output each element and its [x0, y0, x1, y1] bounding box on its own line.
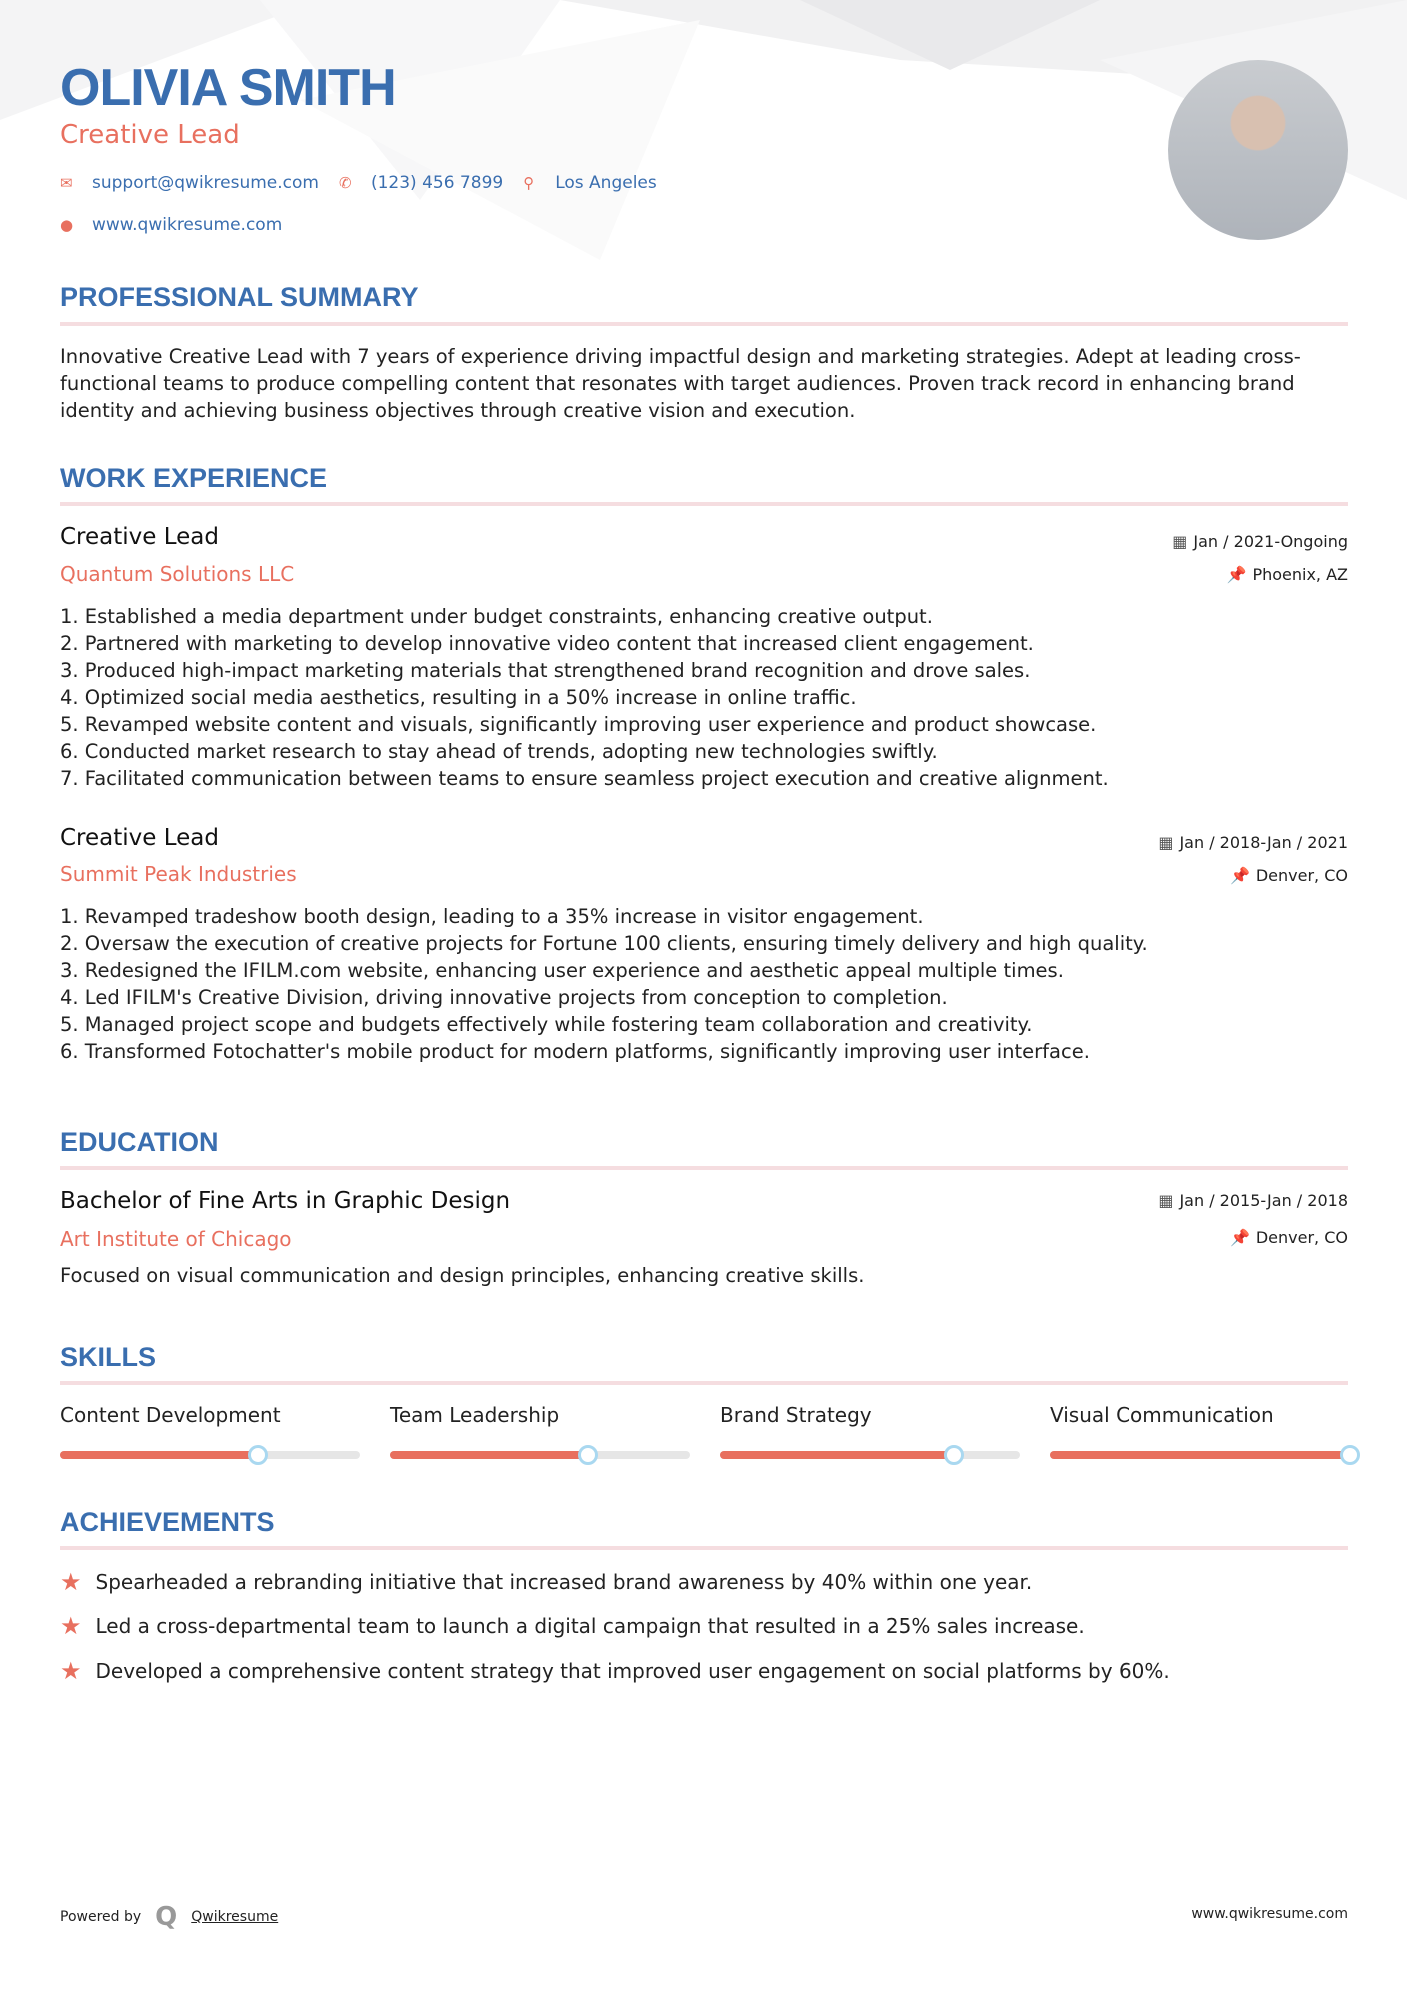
job-title: Creative Lead: [60, 825, 219, 851]
list-item: 4. Optimized social media aesthetics, resulting in a 50% increase in online traffic.: [60, 686, 857, 709]
website-link[interactable]: www.qwikresume.com: [92, 215, 283, 235]
list-item: 4. Led IFILM's Creative Division, driving innovative projects from conception to completion.: [60, 986, 948, 1009]
skill-name: Team Leadership: [390, 1403, 560, 1427]
job-title: Creative Lead: [60, 524, 219, 550]
achievement-item: [60, 1612, 1085, 1640]
list-item: 5. Revamped website content and visuals, significantly improving user experience and product showcase.: [60, 713, 1097, 736]
school: Art Institute of Chicago: [60, 1227, 292, 1251]
pin-icon: 📌: [1229, 866, 1250, 885]
envelope-icon: ✉: [60, 174, 73, 192]
skill-knob: [944, 1445, 964, 1465]
star-icon: ★: [60, 1568, 82, 1596]
skill-bar: [1050, 1451, 1350, 1459]
achievement-text: Spearheaded a rebranding initiative that increased brand awareness by 40% within one year.: [95, 1570, 1033, 1594]
skill-item: [720, 1403, 1020, 1459]
list-item: 2. Partnered with marketing to develop innovative video content that increased client engagement.: [60, 632, 1034, 655]
divider: [60, 1381, 1348, 1385]
section-heading-summary: PROFESSIONAL SUMMARY: [60, 282, 419, 312]
list-item: 6. Transformed Fotochatter's mobile product for modern platforms, significantly improving user interface.: [60, 1040, 1090, 1063]
profile-photo: [1168, 60, 1348, 240]
list-item: 1. Revamped tradeshow booth design, leading to a 35% increase in visitor engagement.: [60, 905, 924, 928]
divider: [60, 1166, 1348, 1170]
email-link[interactable]: support@qwikresume.com: [92, 173, 319, 193]
list-item: 5. Managed project scope and budgets effectively while fostering team collaboration and creativity.: [60, 1013, 1033, 1036]
section-heading-skills: SKILLS: [60, 1342, 157, 1372]
job-location: Denver, CO: [1255, 866, 1348, 885]
skill-name: Brand Strategy: [720, 1403, 872, 1427]
section-heading-experience: WORK EXPERIENCE: [60, 463, 328, 493]
job-dates: Jan / 2018-Jan / 2021: [1179, 833, 1348, 852]
brand-link[interactable]: Qwikresume: [191, 1909, 279, 1925]
footer-site[interactable]: www.qwikresume.com: [1191, 1906, 1348, 1922]
education-location: Denver, CO: [1255, 1228, 1348, 1247]
calendar-icon: ▦: [1158, 833, 1174, 852]
skill-name: Content Development: [60, 1403, 281, 1427]
list-item: 7. Facilitated communication between teams to ensure seamless project execution and creative alignment.: [60, 767, 1109, 790]
skill-bar: [390, 1451, 690, 1459]
globe-icon: ●: [60, 216, 74, 234]
calendar-icon: ▦: [1172, 532, 1188, 551]
footer-powered: [60, 1902, 278, 1932]
candidate-title: Creative Lead: [60, 120, 240, 150]
job-company: Summit Peak Industries: [60, 862, 297, 886]
powered-by-label: Powered by: [60, 1909, 142, 1925]
star-icon: ★: [60, 1657, 82, 1685]
skill-knob: [1340, 1445, 1360, 1465]
skill-knob: [248, 1445, 268, 1465]
list-item: 2. Oversaw the execution of creative projects for Fortune 100 clients, ensuring timely delivery and high quality.: [60, 932, 1148, 955]
skill-item: [60, 1403, 360, 1459]
skill-item: [390, 1403, 690, 1459]
divider: [60, 1546, 1348, 1550]
list-item: 3. Produced high-impact marketing materials that strengthened brand recognition and drove sales.: [60, 659, 1031, 682]
achievement-text: Led a cross-departmental team to launch a digital campaign that resulted in a 25% sales increase.: [95, 1614, 1085, 1638]
education-description: Focused on visual communication and design principles, enhancing creative skills.: [60, 1264, 865, 1287]
section-heading-achievements: ACHIEVEMENTS: [60, 1507, 275, 1537]
qwikresume-logo-icon: Q: [155, 1902, 178, 1932]
divider: [60, 502, 1348, 506]
list-item: 1. Established a media department under budget constraints, enhancing creative output.: [60, 605, 933, 628]
degree: Bachelor of Fine Arts in Graphic Design: [60, 1188, 511, 1214]
achievement-text: Developed a comprehensive content strategy that improved user engagement on social platforms by 60%.: [95, 1659, 1170, 1683]
job-location: Phoenix, AZ: [1252, 565, 1348, 584]
phone-icon: ✆: [338, 174, 352, 192]
phone-text: (123) 456 7899: [370, 173, 504, 193]
job-bullets: [60, 603, 1350, 792]
skill-item: [1050, 1403, 1350, 1459]
list-item: 6. Conducted market research to stay ahead of trends, adopting new technologies swiftly.: [60, 740, 938, 763]
skill-name: Visual Communication: [1050, 1403, 1274, 1427]
map-pin-icon: ⚲: [523, 174, 535, 192]
job-company: Quantum Solutions LLC: [60, 562, 295, 586]
summary-text: Innovative Creative Lead with 7 years of experience driving impactful design and marketing strategies. Adept at leading cross-functional teams to produce compelling content that resonates with target audiences. Proven track record in enhancing brand identity and achieving business objectives through creative vision and execution.: [60, 345, 1301, 422]
section-heading-education: EDUCATION: [60, 1127, 219, 1157]
divider: [60, 322, 1348, 326]
achievement-item: [60, 1568, 1032, 1596]
education-dates: Jan / 2015-Jan / 2018: [1179, 1191, 1348, 1210]
job-dates: Jan / 2021-Ongoing: [1193, 532, 1348, 551]
contact-row: [60, 173, 657, 193]
location-text: Los Angeles: [555, 173, 657, 193]
calendar-icon: ▦: [1158, 1191, 1174, 1210]
candidate-name: OLIVIA SMITH: [60, 59, 396, 117]
skill-bar: [60, 1451, 360, 1459]
pin-icon: 📌: [1229, 1228, 1250, 1247]
pin-icon: 📌: [1226, 565, 1247, 584]
skills-list: [60, 1403, 1350, 1459]
skill-bar: [720, 1451, 1020, 1459]
job-bullets: [60, 903, 1350, 1065]
skill-knob: [578, 1445, 598, 1465]
achievement-item: [60, 1657, 1170, 1685]
list-item: 3. Redesigned the IFILM.com website, enhancing user experience and aesthetic appeal multiple times.: [60, 959, 1064, 982]
star-icon: ★: [60, 1612, 82, 1640]
